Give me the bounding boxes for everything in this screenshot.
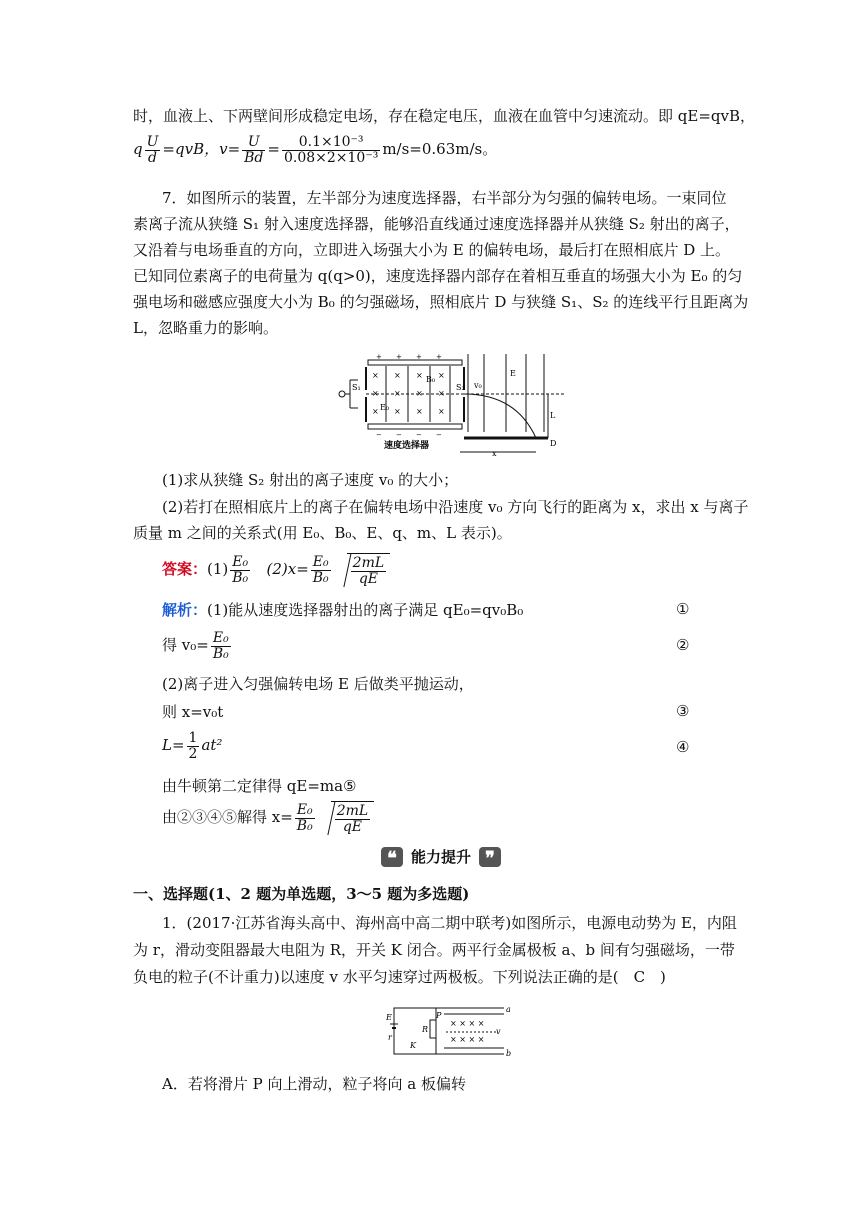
analysis-line: 得 v₀= $\frac{\text{E₀}}{\text{B₀}}$ xyxy=(162,629,229,662)
text-line: 质量 m 之间的关系式(用 E₀、B₀、E、q、m、L 表示)。 xyxy=(133,524,512,542)
svg-text:R: R xyxy=(422,1025,429,1034)
svg-text:b: b xyxy=(506,1049,512,1058)
open-quote-icon: ❝ xyxy=(381,847,403,867)
equation-number: ③ xyxy=(676,702,690,720)
section-heading: ❝ 能力提升 ❞ xyxy=(381,846,501,867)
svg-text:a: a xyxy=(506,1005,511,1014)
svg-text:−: − xyxy=(396,431,402,439)
svg-text:−: − xyxy=(376,431,382,439)
analysis-line: L= $\frac{1}{2}$ at² xyxy=(162,729,223,762)
analysis-line: 由牛顿第二定律得 qE=ma⑤ xyxy=(162,777,357,795)
answer-line: 答案：(1) $\frac{\text{E₀}}{\text{B₀}}$ (2)x= $\frac{\text{E₀}}{\text{B₀}}$ $\frac{2mL}{qE}$ xyxy=(162,552,390,588)
velocity-selector-figure xyxy=(336,352,566,460)
svg-text:×: × xyxy=(372,371,379,380)
fraction: $\frac{\text{0.1×10⁻³}}{\text{0.08×2×10⁻³}}$ xyxy=(283,133,379,166)
part-heading: 一、选择题(1、2 题为单选题，3～5 题为多选题) xyxy=(133,885,470,903)
analysis-line: 则 x=v₀t xyxy=(162,703,224,721)
analysis-line: (2)离子进入匀强偏转电场 E 后做类平抛运动， xyxy=(162,675,474,693)
svg-text:K: K xyxy=(410,1041,416,1050)
analysis-line: 解析：(1)能从速度选择器射出的离子满足 qE₀=qv₀B₀ xyxy=(162,601,524,619)
svg-text:×: × xyxy=(416,389,423,398)
text-line: 负电的粒子(不计重力)以速度 v 水平匀速穿过两极板。下列说法正确的是( C ) xyxy=(133,968,666,986)
text-line: 素离子流从狭缝 S₁ 射入速度选择器，能够沿直线通过速度选择器并从狭缝 S₂ 射出的离子， xyxy=(133,215,740,233)
equation-number: ② xyxy=(676,636,690,654)
text-line: 时，血液上、下两壁间形成稳定电场，存在稳定电压，血液在血管中匀速流动。即 qE=qvB， xyxy=(133,107,755,125)
svg-text:S₁: S₁ xyxy=(352,383,361,392)
svg-text:×: × xyxy=(438,371,445,380)
equation-number: ④ xyxy=(676,738,690,756)
question-7-text: 7．如图所示的装置，左半部分为速度选择器，右半部分为匀强的偏转电场。一束同位 xyxy=(162,189,727,207)
svg-text:+: + xyxy=(396,353,402,361)
svg-text:E: E xyxy=(510,369,516,378)
svg-text:×: × xyxy=(372,389,379,398)
svg-text:B₀: B₀ xyxy=(426,375,436,384)
svg-text:S₂: S₂ xyxy=(456,383,465,392)
text-line: 又沿着与电场垂直的方向，立即进入场强大小为 E 的偏转电场，最后打在照相底片 D 上。 xyxy=(133,241,731,259)
svg-text:−: − xyxy=(416,431,422,439)
svg-text:× × × ×: × × × × xyxy=(450,1035,485,1044)
text-line: 为 r，滑动变阻器最大电阻为 R，开关 K 闭合。两平行金属极板 a、b 间有匀强磁场，一带 xyxy=(133,941,735,959)
svg-text:D: D xyxy=(550,439,557,448)
text-line: L，忽略重力的影响。 xyxy=(133,319,278,337)
svg-text:−: − xyxy=(436,431,442,439)
text-line: 已知同位素离子的电荷量为 q(q>0)，速度选择器内部存在着相互垂直的场强大小为 E₀ 的匀 xyxy=(133,267,743,285)
svg-text:+: + xyxy=(436,353,442,361)
svg-text:×: × xyxy=(372,407,379,416)
svg-text:+: + xyxy=(416,353,422,361)
formula-line: q $\frac{U}{d}$ =qvB，v= $\frac{U}{Bd}$ = $\frac{\text{0.1×10⁻³}}{\text{0.08×2×10⁻³}}$ m/s=0.63m/s。 xyxy=(133,133,498,166)
svg-text:r: r xyxy=(388,1033,392,1042)
svg-text:×: × xyxy=(394,389,401,398)
circuit-figure xyxy=(386,1000,516,1064)
analysis-line: 由②③④⑤解得 x= $\frac{\text{E₀}}{\text{B₀}}$ $\frac{2mL}{qE}$ xyxy=(162,800,374,836)
fraction: $\frac{U}{d}$ xyxy=(146,133,159,166)
svg-text:速度选择器: 速度选择器 xyxy=(384,441,430,451)
question-1-text: 1．(2017·江苏省海头高中、海州高中高二期中联考)如图所示，电源电动势为 E，内阻 xyxy=(162,914,737,932)
svg-text:×: × xyxy=(416,371,423,380)
svg-text:×: × xyxy=(394,407,401,416)
svg-text:×: × xyxy=(438,389,445,398)
svg-text:L: L xyxy=(550,411,556,420)
option-a: A．若将滑片 P 向上滑动，粒子将向 a 板偏转 xyxy=(162,1075,466,1093)
fraction: $\frac{U}{Bd}$ xyxy=(244,133,264,166)
svg-text:v₀: v₀ xyxy=(474,381,482,390)
text-line: 强电场和磁感应强度大小为 B₀ 的匀强磁场，照相底片 D 与狭缝 S₁、S₂ 的连线平行且距离为 xyxy=(133,293,749,311)
sub-question-2: (2)若打在照相底片上的离子在偏转电场中沿速度 v₀ 方向飞行的距离为 x，求出 x 与离子 xyxy=(162,498,749,516)
svg-text:+: + xyxy=(376,353,382,361)
close-quote-icon: ❞ xyxy=(479,847,501,867)
svg-text:×: × xyxy=(394,371,401,380)
svg-text:x: x xyxy=(492,449,497,458)
svg-text:P: P xyxy=(436,1011,442,1020)
svg-text:×: × xyxy=(416,407,423,416)
sub-question-1: (1)求从狭缝 S₂ 射出的离子速度 v₀ 的大小； xyxy=(162,471,459,489)
equation-number: ① xyxy=(676,600,690,618)
svg-text:E: E xyxy=(386,1013,392,1022)
svg-text:×: × xyxy=(438,407,445,416)
svg-text:v: v xyxy=(496,1027,501,1036)
svg-text:E₀: E₀ xyxy=(380,403,390,412)
svg-text:× × × ×: × × × × xyxy=(450,1019,485,1028)
